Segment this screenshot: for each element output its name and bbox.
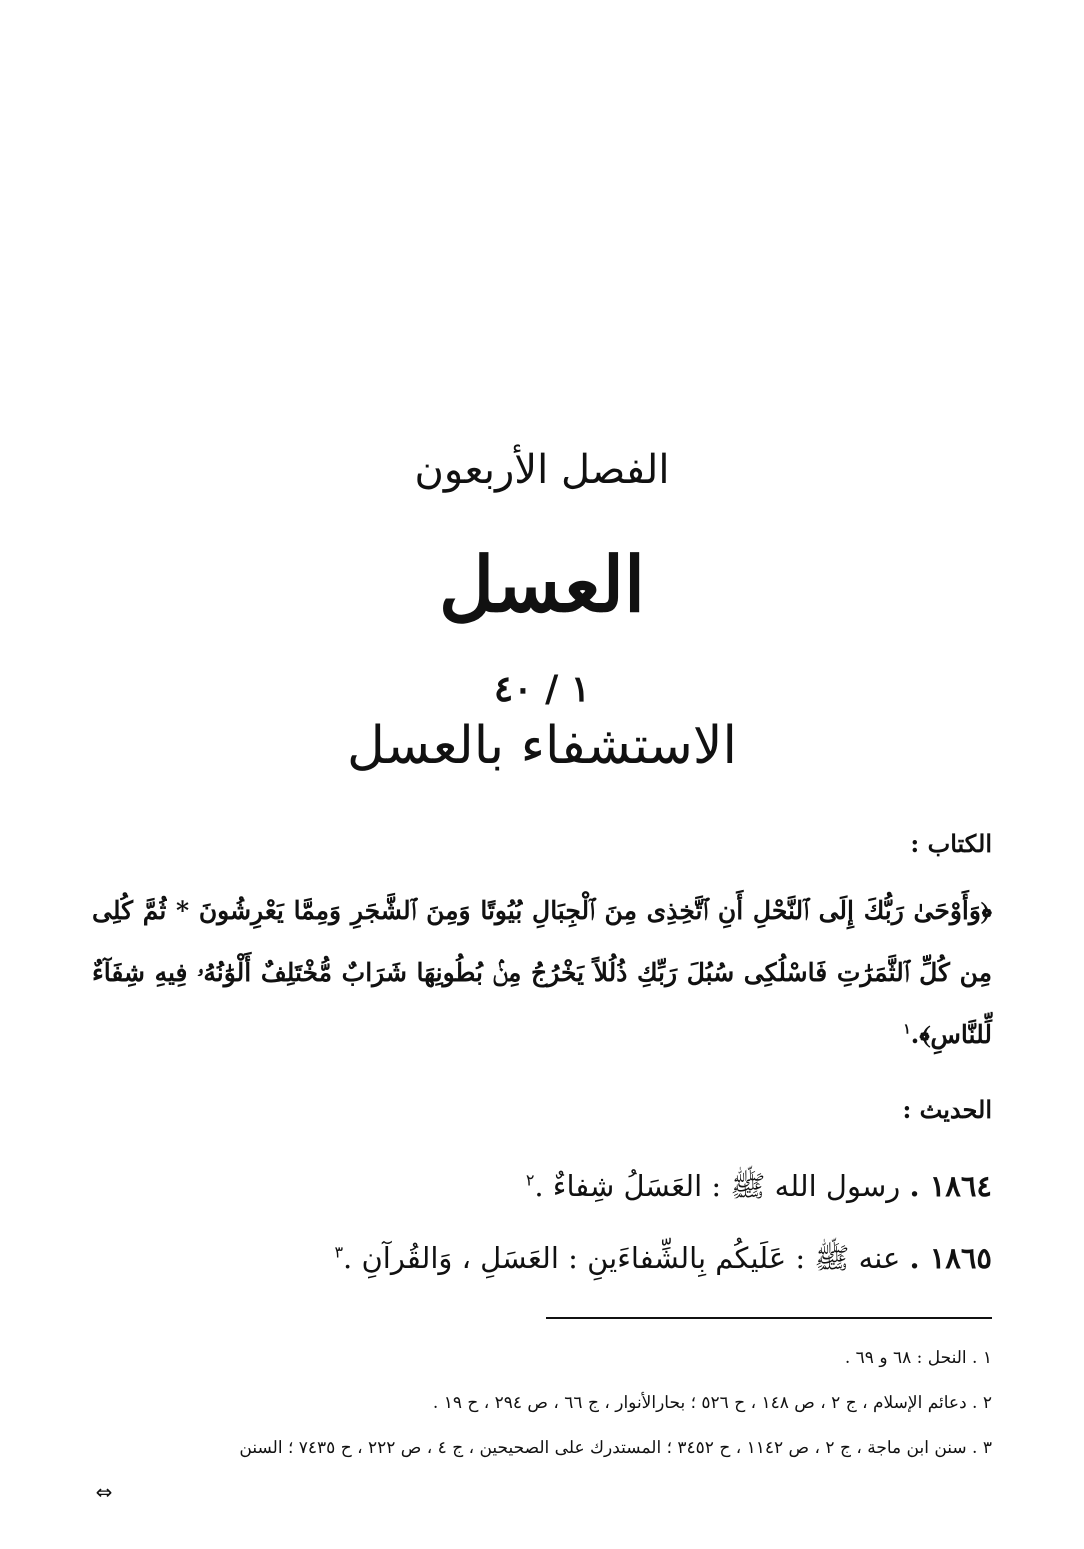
continuation-arrow-icon[interactable]: ⇔	[95, 1480, 113, 1504]
hadith-number: ١٨٦٥ .	[909, 1241, 992, 1275]
quran-verse	[92, 880, 992, 1066]
hadith-item-1865	[92, 1236, 992, 1280]
footnote-divider	[546, 1317, 992, 1319]
hadith-item-1864	[92, 1164, 992, 1208]
hadith-number: ١٨٦٤ .	[909, 1169, 992, 1203]
quran-verse-text: ﴿وَأَوْحَىٰ رَبُّكَ إِلَى ٱلنَّحْلِ أَنِ ٱتَّخِذِى مِنَ ٱلْجِبَالِ بُيُوتًا وَمِنَ ٱلشَّجَرِ وَمِمَّا يَعْرِشُونَ * ثُمَّ كُلِى مِن كُلِّ ٱلثَّمَرَٰتِ فَاسْلُكِى سُبُلَ رَبِّكِ ذُلُلاً يَخْرُجُ مِنۢ بُطُونِهَا شَرَابٌ مُّخْتَلِفٌ أَلْوَٰنُهُۥ فِيهِ شِفَآءٌ لِّلنَّاسِ﴾.	[92, 896, 992, 1049]
footnote-ref-3[interactable]: ٣	[334, 1242, 344, 1262]
hadith-text: رسول الله ﷺ : العَسَلُ شِفاءٌ .	[534, 1169, 901, 1203]
hadith-heading: الحديث :	[902, 1095, 992, 1124]
section-title: الاستشفاء بالعسل	[347, 716, 737, 776]
chapter-title: العسل	[438, 540, 646, 629]
footnote-2: ٢ . دعائم الإسلام ، ج ٢ ، ص ١٤٨ ، ح ٥٢٦ ؛ بحارالأنوار ، ج ٦٦ ، ص ٢٩٤ ، ح ١٩ .	[432, 1393, 992, 1413]
hadith-text: عنه ﷺ : عَلَيكُم بِالشِّفاءَينِ : العَسَلِ ، وَالقُرآنِ .	[343, 1241, 901, 1275]
footnote-ref-1[interactable]: ١	[903, 1021, 911, 1038]
footnote-3: ٣ . سنن ابن ماجة ، ج ٢ ، ص ١١٤٢ ، ح ٣٤٥٢ ؛ المستدرك على الصحيحين ، ج ٤ ، ص ٢٢٢ ، ح ٧٤٣٥ ؛ السنن	[239, 1438, 992, 1458]
footnote-1: ١ . النحل : ٦٨ و ٦٩ .	[844, 1348, 992, 1368]
section-number: ١ / ٤٠	[493, 668, 591, 710]
footnote-ref-2[interactable]: ٢	[525, 1170, 535, 1190]
chapter-label: الفصل الأربعون	[414, 447, 670, 493]
book-heading: الكتاب :	[910, 829, 992, 858]
